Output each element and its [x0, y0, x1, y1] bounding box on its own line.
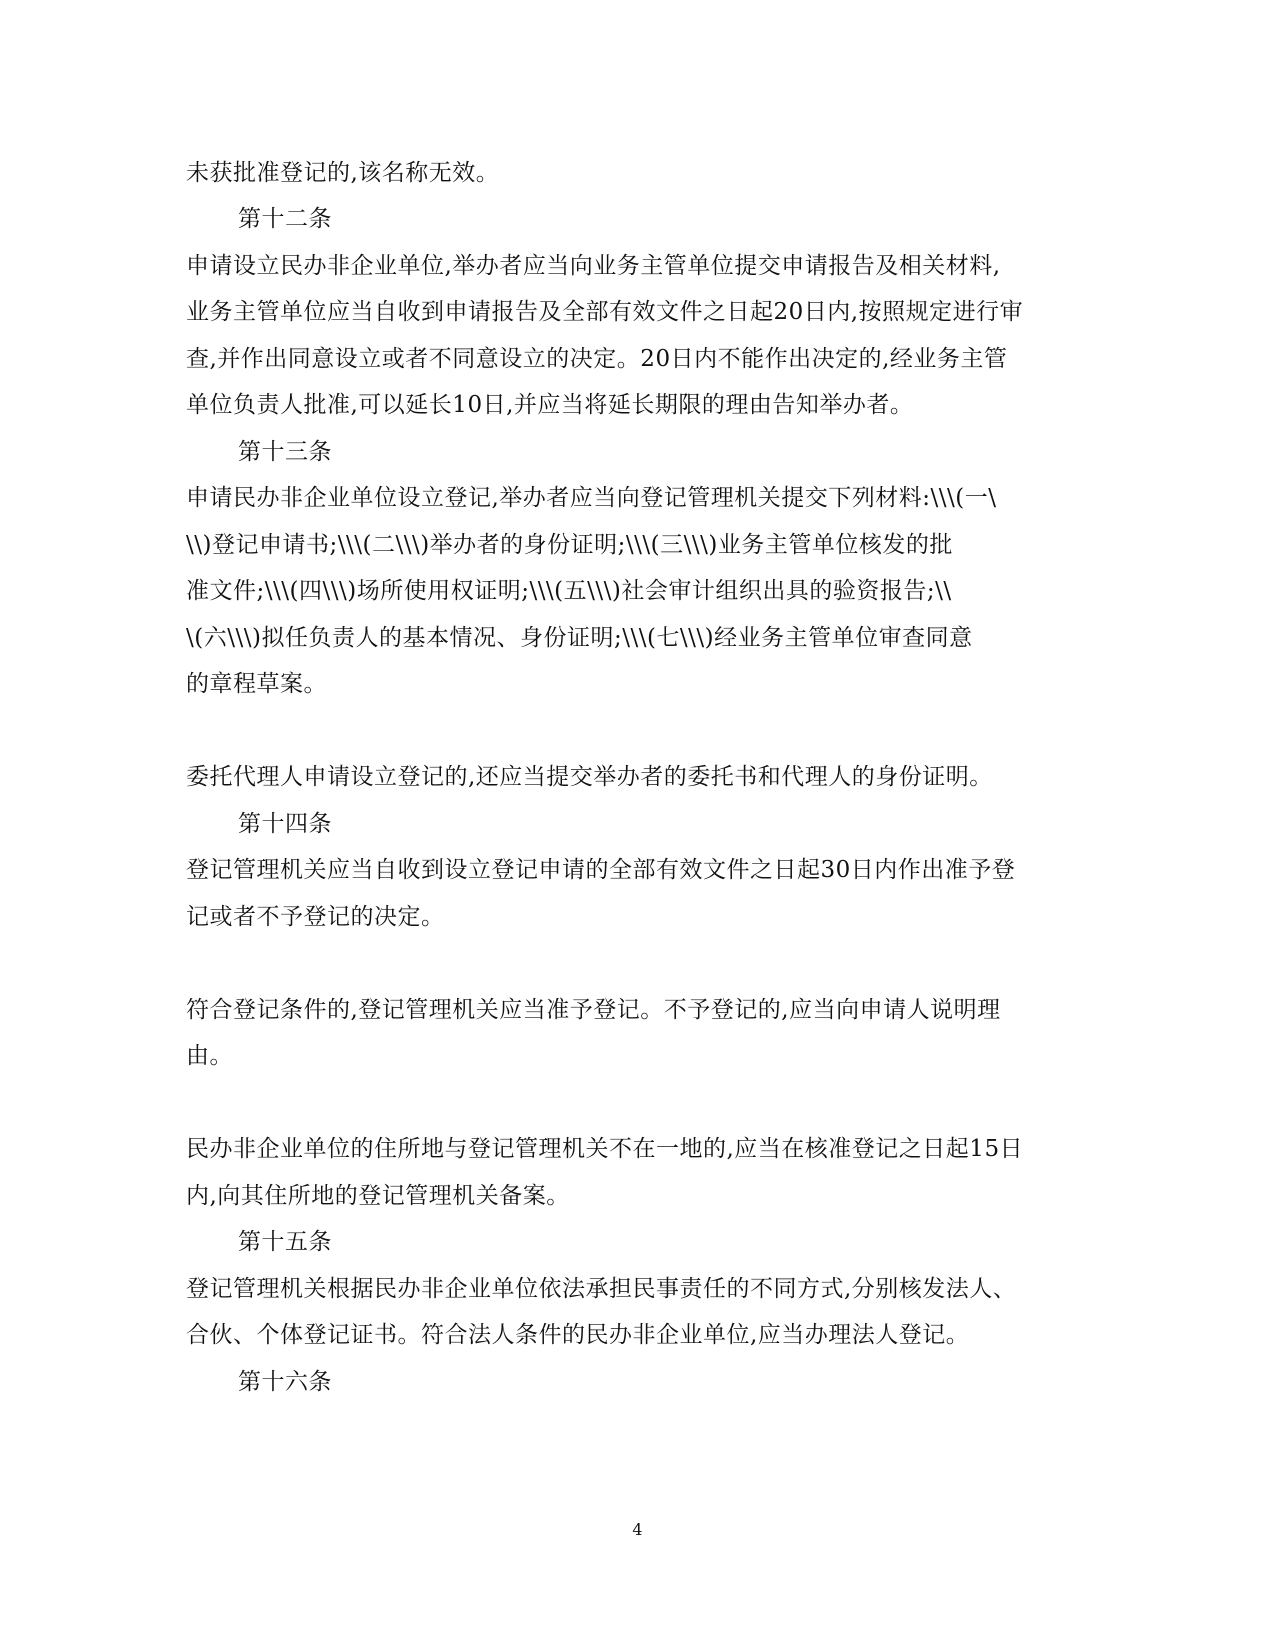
paragraph-line: \(六\\\)拟任负责人的基本情况、身份证明;\\\(七\\\)经业务主管单位审查同意: [186, 625, 973, 651]
page-number: 4: [632, 1520, 643, 1539]
article-heading: 第十六条: [238, 1369, 332, 1395]
paragraph-line: 合伙、个体登记证书。符合法人条件的民办非企业单位,应当办理法人登记。: [186, 1322, 970, 1348]
paragraph-line: 查,并作出同意设立或者不同意设立的决定。20日内不能作出决定的,经业务主管: [186, 346, 1008, 372]
paragraph-line: 民办非企业单位的住所地与登记管理机关不在一地的,应当在核准登记之日起15日: [186, 1136, 1024, 1162]
article-heading: 第十五条: [238, 1229, 332, 1255]
paragraph-line: 业务主管单位应当自收到申请报告及全部有效文件之日起20日内,按照规定进行审: [186, 299, 1024, 325]
paragraph-line: 登记管理机关应当自收到设立登记申请的全部有效文件之日起30日内作出准予登: [186, 857, 1016, 883]
paragraph-line: 委托代理人申请设立登记的,还应当提交举办者的委托书和代理人的身份证明。: [186, 764, 993, 790]
paragraph-line: 单位负责人批准,可以延长10日,并应当将延长期限的理由告知举办者。: [186, 392, 914, 418]
paragraph-line: 记或者不予登记的决定。: [186, 904, 445, 930]
paragraph-line: 登记管理机关根据民办非企业单位依法承担民事责任的不同方式,分别核发法人、: [186, 1276, 1017, 1302]
paragraph-line: \\)登记申请书;\\\(二\\\)举办者的身份证明;\\\(三\\\)业务主管单位核发的批: [186, 532, 953, 558]
paragraph-line: 的章程草案。: [186, 671, 327, 697]
paragraph-line: 准文件;\\\(四\\\)场所使用权证明;\\\(五\\\)社会审计组织出具的验资报告;\\: [186, 578, 952, 604]
article-heading: 第十二条: [238, 206, 332, 232]
paragraph-line: 申请民办非企业单位设立登记,举办者应当向登记管理机关提交下列材料:\\\(一\: [186, 485, 997, 511]
article-heading: 第十四条: [238, 811, 332, 837]
paragraph-line: 内,向其住所地的登记管理机关备案。: [186, 1183, 570, 1209]
paragraph-line: 未获批准登记的,该名称无效。: [186, 160, 500, 186]
article-heading: 第十三条: [238, 439, 332, 465]
paragraph-line: 申请设立民办非企业单位,举办者应当向业务主管单位提交申请报告及相关材料,: [186, 253, 1001, 279]
paragraph-line: 符合登记条件的,登记管理机关应当准予登记。不予登记的,应当向申请人说明理: [186, 997, 1001, 1023]
paragraph-line: 由。: [186, 1043, 233, 1069]
